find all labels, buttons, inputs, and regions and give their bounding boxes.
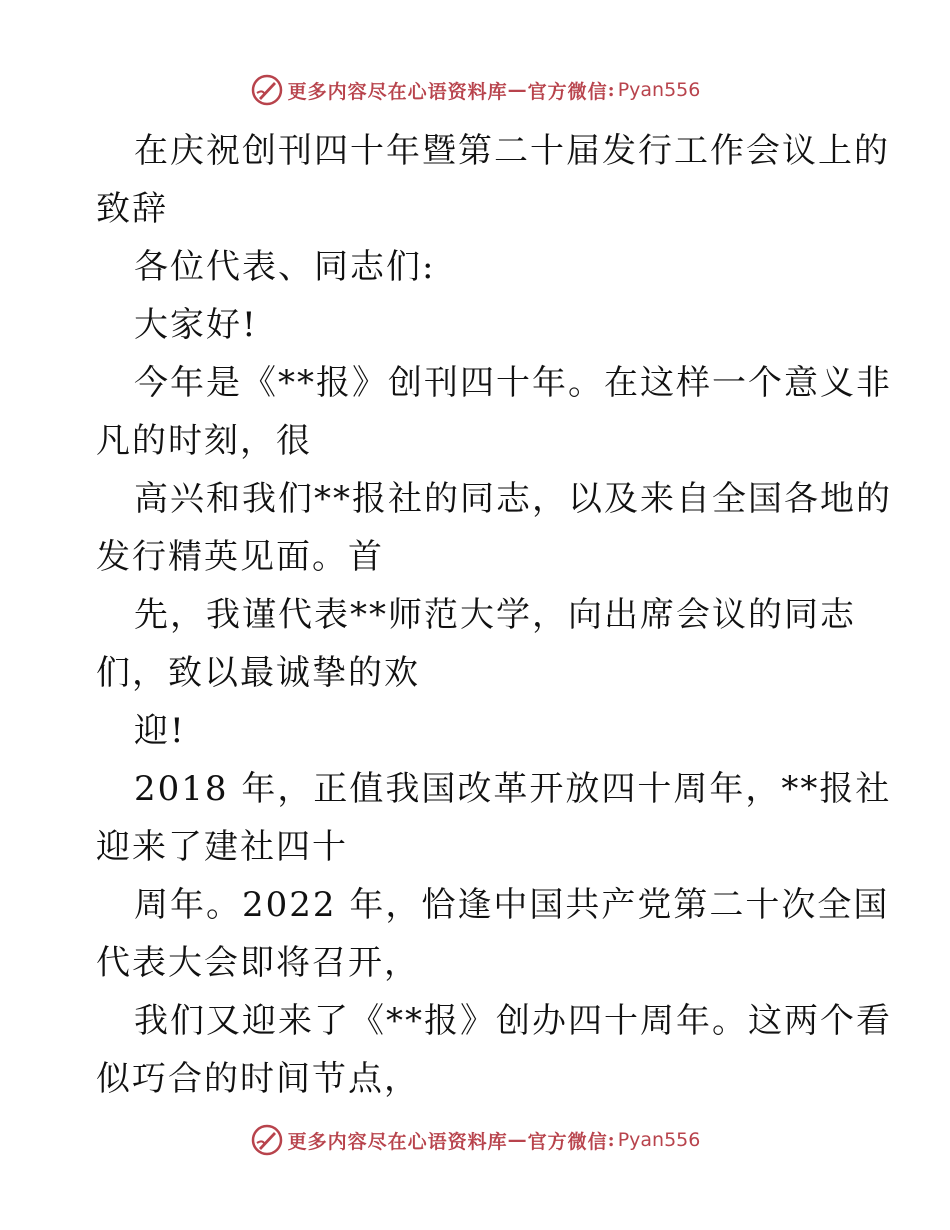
title-line-2: 致辞 [96, 189, 168, 229]
quill-pen-circle-icon [250, 73, 284, 107]
footer-colon: : [607, 1129, 616, 1151]
document-body [96, 122, 892, 1108]
paragraph-line: 迎! [134, 711, 186, 751]
footer-wechat-label: 官方微信 [527, 1130, 608, 1153]
footer-banner [0, 1120, 950, 1160]
paragraph-line: 代表大会即将召开， [96, 943, 420, 983]
salutation: 各位代表、同志们: [134, 247, 436, 287]
paragraph-line: 高兴和我们**报社的同志，以及来自全国各地的 [134, 479, 892, 519]
paragraph-line: 我们又迎来了《**报》创办四十周年。这两个看 [134, 1001, 892, 1041]
footer-slogan: 更多内容尽在心语资料库 [287, 1130, 508, 1153]
footer-dash: — [507, 1129, 528, 1151]
paragraph-line: 凡的时刻，很 [96, 421, 312, 461]
quill-pen-circle-icon [250, 1123, 284, 1157]
paragraph-line: 周年。2022 年，恰逢中国共产党第二十次全国 [134, 885, 890, 925]
title-line-1: 在庆祝创刊四十年暨第二十届发行工作会议上的 [134, 131, 890, 171]
paragraph-line: 2018 年，正值我国改革开放四十周年，**报社 [134, 769, 892, 809]
header-slogan: 更多内容尽在心语资料库 [287, 80, 508, 103]
header-dash: — [507, 79, 528, 101]
header-colon: : [607, 79, 616, 101]
paragraph-line: 似巧合的时间节点， [96, 1059, 420, 1099]
paragraph-line: 今年是《**报》创刊四十年。在这样一个意义非 [134, 363, 892, 403]
paragraph-line: 迎来了建社四十 [96, 827, 348, 867]
header-wechat-id: Pyan556 [617, 79, 701, 101]
paragraph-line: 发行精英见面。首 [96, 537, 384, 577]
paragraph-line: 们，致以最诚挚的欢 [96, 653, 420, 693]
greeting: 大家好! [134, 305, 258, 345]
footer-wechat-id: Pyan556 [617, 1129, 701, 1151]
header-wechat-label: 官方微信 [527, 80, 608, 103]
paragraph-line: 先，我谨代表**师范大学，向出席会议的同志 [134, 595, 856, 635]
header-banner [0, 70, 950, 110]
